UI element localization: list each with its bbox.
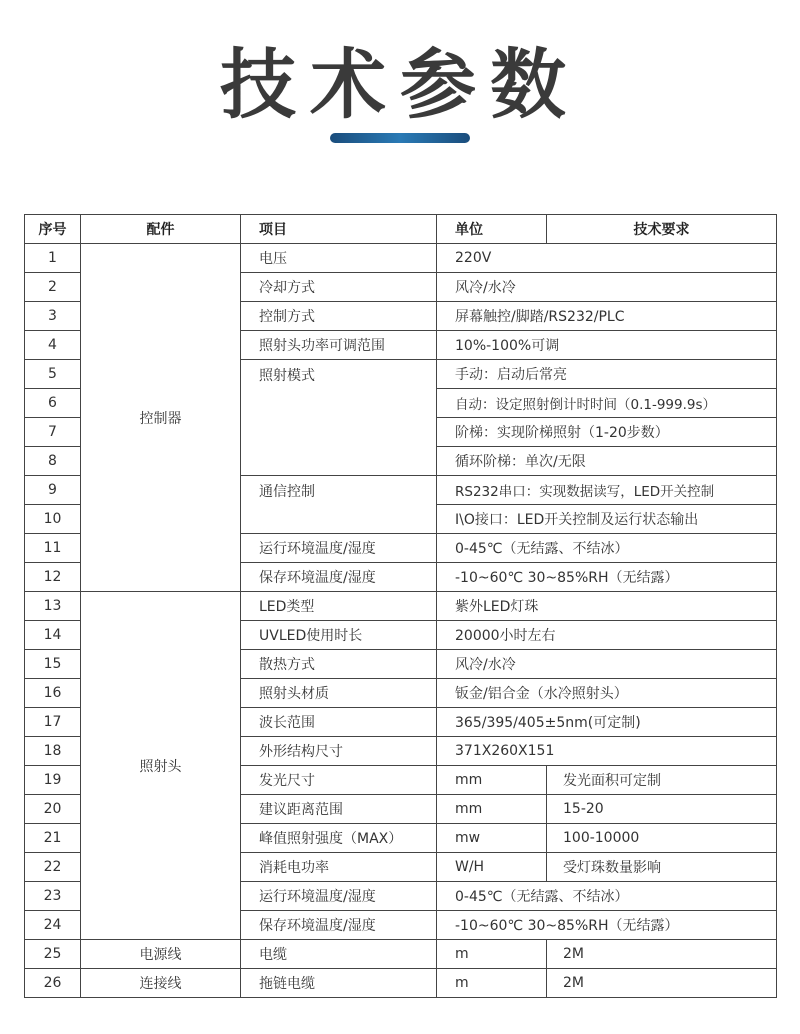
row-requirement: 发光面积可定制	[547, 766, 777, 795]
header-part: 配件	[81, 215, 241, 244]
page-title: 技术参数	[220, 40, 580, 129]
row-item: 通信控制	[241, 476, 437, 534]
row-value: RS232串口：实现数据读写，LED开关控制	[437, 476, 777, 505]
row-value: 屏幕触控/脚踏/RS232/PLC	[437, 302, 777, 331]
title-underline	[330, 133, 470, 143]
spec-table	[24, 214, 777, 998]
row-item: 保存环境温度/湿度	[241, 563, 437, 592]
row-item: 保存环境温度/湿度	[241, 911, 437, 940]
row-number: 1	[25, 244, 81, 273]
row-number: 18	[25, 737, 81, 766]
row-value: -10~60℃ 30~85%RH（无结露）	[437, 911, 777, 940]
row-item: 外形结构尺寸	[241, 737, 437, 766]
row-requirement: 受灯珠数量影响	[547, 853, 777, 882]
row-item: 运行环境温度/湿度	[241, 882, 437, 911]
row-value: 手动：启动后常亮	[437, 360, 777, 389]
row-unit: W/H	[437, 853, 547, 882]
row-item: 消耗电功率	[241, 853, 437, 882]
row-number: 2	[25, 273, 81, 302]
row-value: 365/395/405±5nm(可定制)	[437, 708, 777, 737]
row-value: -10~60℃ 30~85%RH（无结露）	[437, 563, 777, 592]
row-item: 建议距离范围	[241, 795, 437, 824]
row-number: 19	[25, 766, 81, 795]
row-number: 5	[25, 360, 81, 389]
header-unit: 单位	[437, 215, 547, 244]
row-number: 11	[25, 534, 81, 563]
table-header-row	[25, 215, 777, 244]
row-number: 9	[25, 476, 81, 505]
row-unit: m	[437, 969, 547, 998]
row-value: 371X260X151	[437, 737, 777, 766]
row-number: 6	[25, 389, 81, 418]
row-value: 循环阶梯：单次/无限	[437, 447, 777, 476]
row-value: 风冷/水冷	[437, 650, 777, 679]
row-item: 冷却方式	[241, 273, 437, 302]
row-number: 25	[25, 940, 81, 969]
row-value: 220V	[437, 244, 777, 273]
row-item: 控制方式	[241, 302, 437, 331]
row-item: 波长范围	[241, 708, 437, 737]
row-number: 4	[25, 331, 81, 360]
row-number: 14	[25, 621, 81, 650]
row-unit: mm	[437, 795, 547, 824]
row-number: 21	[25, 824, 81, 853]
header-no: 序号	[25, 215, 81, 244]
header-requirement: 技术要求	[547, 215, 777, 244]
row-item: 运行环境温度/湿度	[241, 534, 437, 563]
row-value: I\O接口：LED开关控制及运行状态输出	[437, 505, 777, 534]
row-unit: mm	[437, 766, 547, 795]
table-row	[25, 244, 777, 273]
table-row	[25, 940, 777, 969]
row-number: 24	[25, 911, 81, 940]
table-row	[25, 969, 777, 998]
row-number: 17	[25, 708, 81, 737]
header-item: 项目	[241, 215, 437, 244]
row-value: 20000小时左右	[437, 621, 777, 650]
row-value: 自动：设定照射倒计时时间（0.1-999.9s）	[437, 389, 777, 418]
row-value: 10%-100%可调	[437, 331, 777, 360]
row-number: 12	[25, 563, 81, 592]
row-number: 20	[25, 795, 81, 824]
row-item: 电压	[241, 244, 437, 273]
row-requirement: 2M	[547, 940, 777, 969]
row-unit: mw	[437, 824, 547, 853]
part-irradiation-head: 照射头	[81, 592, 241, 940]
row-item: 照射模式	[241, 360, 437, 476]
part-controller: 控制器	[81, 244, 241, 592]
row-number: 23	[25, 882, 81, 911]
row-number: 8	[25, 447, 81, 476]
row-item: 照射头材质	[241, 679, 437, 708]
row-item: LED类型	[241, 592, 437, 621]
row-number: 7	[25, 418, 81, 447]
row-number: 3	[25, 302, 81, 331]
row-item: 散热方式	[241, 650, 437, 679]
row-value: 紫外LED灯珠	[437, 592, 777, 621]
row-item: 电缆	[241, 940, 437, 969]
row-number: 10	[25, 505, 81, 534]
row-value: 钣金/铝合金（水冷照射头）	[437, 679, 777, 708]
row-value: 0-45℃（无结露、不结冰）	[437, 534, 777, 563]
row-item: 发光尺寸	[241, 766, 437, 795]
row-requirement: 15-20	[547, 795, 777, 824]
row-requirement: 100-10000	[547, 824, 777, 853]
row-value: 阶梯：实现阶梯照射（1-20步数）	[437, 418, 777, 447]
row-item: 峰值照射强度（MAX）	[241, 824, 437, 853]
row-number: 26	[25, 969, 81, 998]
row-item: 拖链电缆	[241, 969, 437, 998]
row-number: 15	[25, 650, 81, 679]
row-number: 22	[25, 853, 81, 882]
part-link-cable: 连接线	[81, 969, 241, 998]
part-power-cable: 电源线	[81, 940, 241, 969]
row-item: UVLED使用时长	[241, 621, 437, 650]
row-value: 0-45℃（无结露、不结冰）	[437, 882, 777, 911]
row-unit: m	[437, 940, 547, 969]
row-number: 16	[25, 679, 81, 708]
row-value: 风冷/水冷	[437, 273, 777, 302]
row-requirement: 2M	[547, 969, 777, 998]
row-number: 13	[25, 592, 81, 621]
table-row	[25, 592, 777, 621]
row-item: 照射头功率可调范围	[241, 331, 437, 360]
